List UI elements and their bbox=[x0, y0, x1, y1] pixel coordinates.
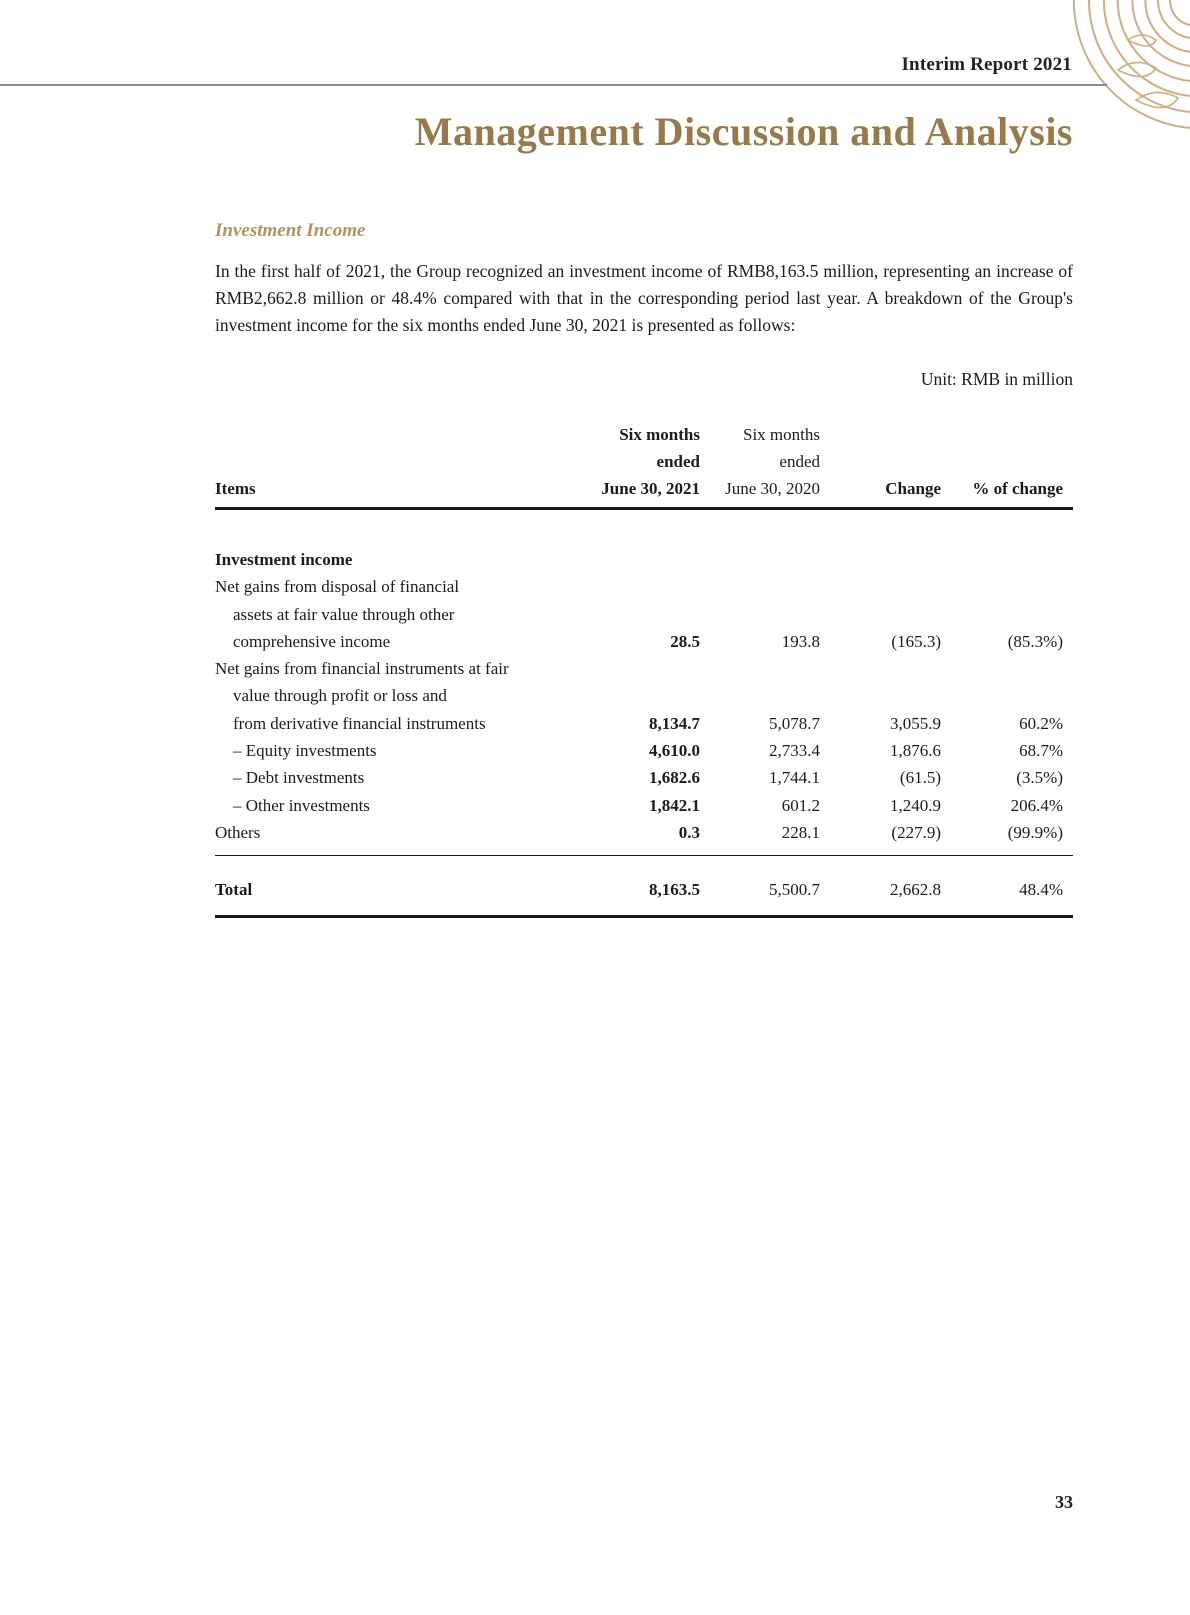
col-header-line: Six months bbox=[743, 425, 820, 444]
row-label: – Equity investments bbox=[233, 741, 377, 761]
table-row bbox=[215, 819, 1073, 856]
total-value-change: 2,662.8 bbox=[890, 880, 941, 900]
row-label: from derivative financial instruments bbox=[233, 713, 486, 733]
row-value bbox=[941, 655, 1073, 682]
row-value: (99.9%) bbox=[1007, 822, 1063, 842]
row-value: (3.5%) bbox=[1016, 768, 1063, 788]
table-row bbox=[215, 682, 1073, 709]
investment-income-table bbox=[215, 421, 1073, 918]
row-value bbox=[700, 601, 820, 628]
unit-note: Unit: RMB in million bbox=[920, 369, 1073, 389]
table-row bbox=[215, 764, 1073, 791]
col-header-items: Items bbox=[215, 479, 256, 498]
row-value bbox=[820, 601, 941, 628]
table-row bbox=[215, 655, 1073, 682]
header-rule bbox=[0, 84, 1107, 86]
total-value-2021: 8,163.5 bbox=[649, 880, 700, 900]
page-number: 33 bbox=[1055, 1492, 1073, 1512]
row-value: 1,842.1 bbox=[649, 795, 700, 815]
row-label: value through profit or loss and bbox=[233, 686, 447, 706]
row-label: assets at fair value through other bbox=[233, 604, 455, 624]
table-row bbox=[215, 628, 1073, 655]
col-header-2020 bbox=[700, 421, 820, 502]
running-header: Interim Report 2021 bbox=[901, 54, 1072, 75]
row-value bbox=[545, 546, 700, 573]
section-heading: Investment Income bbox=[215, 220, 366, 241]
table-row bbox=[215, 710, 1073, 737]
row-value bbox=[545, 601, 700, 628]
table-header-row bbox=[215, 421, 1073, 510]
row-value bbox=[545, 573, 700, 600]
intro-paragraph: In the first half of 2021, the Group recognized an investment income of RMB8,163.5 million, representing an increase of RMB2,662.8 million or 48.4% compared with that in the corresponding period last year. A breakdown of the Group's investment income for the six months ended June 30, 2021 is presented as follows: bbox=[215, 261, 1073, 335]
row-value bbox=[700, 682, 820, 709]
row-value bbox=[700, 546, 820, 573]
table-row bbox=[215, 792, 1073, 819]
row-value: 4,610.0 bbox=[649, 741, 700, 761]
table-row bbox=[215, 573, 1073, 600]
row-value: 228.1 bbox=[781, 822, 820, 842]
row-value: (61.5) bbox=[899, 768, 941, 788]
row-value bbox=[545, 655, 700, 682]
row-value: 68.7% bbox=[1019, 741, 1063, 761]
row-label: Others bbox=[215, 822, 261, 842]
row-value bbox=[820, 546, 941, 573]
row-value: 193.8 bbox=[781, 631, 820, 651]
row-value: 206.4% bbox=[1010, 795, 1063, 815]
row-value bbox=[941, 546, 1073, 573]
row-value: 1,876.6 bbox=[890, 741, 941, 761]
wave-pattern-decoration bbox=[1058, 0, 1190, 140]
row-value: 60.2% bbox=[1019, 713, 1063, 733]
row-value bbox=[700, 573, 820, 600]
row-label: comprehensive income bbox=[233, 631, 391, 651]
row-value bbox=[545, 682, 700, 709]
row-value bbox=[941, 573, 1073, 600]
total-value-pct: 48.4% bbox=[1019, 880, 1063, 900]
col-header-change: Change bbox=[885, 479, 941, 498]
col-header-line: ended bbox=[779, 452, 820, 471]
row-label: – Debt investments bbox=[233, 768, 365, 788]
row-value: (227.9) bbox=[891, 822, 941, 842]
row-value: 0.3 bbox=[678, 822, 700, 842]
row-value bbox=[820, 573, 941, 600]
row-label: Net gains from disposal of financial bbox=[215, 577, 460, 597]
row-value: 2,733.4 bbox=[769, 741, 820, 761]
col-header-2021 bbox=[545, 421, 700, 502]
row-value: 5,078.7 bbox=[769, 713, 820, 733]
row-value bbox=[700, 655, 820, 682]
row-value: 601.2 bbox=[781, 795, 820, 815]
total-value-2020: 5,500.7 bbox=[769, 880, 820, 900]
row-label: Net gains from financial instruments at fair bbox=[215, 659, 509, 679]
row-label: – Other investments bbox=[233, 795, 370, 815]
row-value: 28.5 bbox=[670, 631, 700, 651]
row-value: 3,055.9 bbox=[890, 713, 941, 733]
row-value: 1,682.6 bbox=[649, 768, 700, 788]
row-value bbox=[820, 682, 941, 709]
row-value bbox=[820, 655, 941, 682]
table-row bbox=[215, 601, 1073, 628]
table-total-row bbox=[215, 876, 1073, 917]
row-value bbox=[941, 601, 1073, 628]
row-value bbox=[941, 682, 1073, 709]
total-label: Total bbox=[215, 880, 253, 900]
table-row bbox=[215, 737, 1073, 764]
table-row bbox=[215, 546, 1073, 573]
table-body bbox=[215, 510, 1073, 856]
col-header-line: ended bbox=[656, 452, 700, 471]
col-header-line: Six months bbox=[619, 425, 700, 444]
row-value: (165.3) bbox=[891, 631, 941, 651]
row-value: 1,744.1 bbox=[769, 768, 820, 788]
page-title: Management Discussion and Analysis bbox=[414, 109, 1073, 154]
row-value: (85.3%) bbox=[1007, 631, 1063, 651]
col-header-line: June 30, 2020 bbox=[725, 479, 820, 498]
col-header-pct-change: % of change bbox=[972, 479, 1063, 498]
col-header-line: June 30, 2021 bbox=[601, 479, 700, 498]
row-label: Investment income bbox=[215, 550, 353, 569]
row-value: 1,240.9 bbox=[890, 795, 941, 815]
row-value: 8,134.7 bbox=[649, 713, 700, 733]
